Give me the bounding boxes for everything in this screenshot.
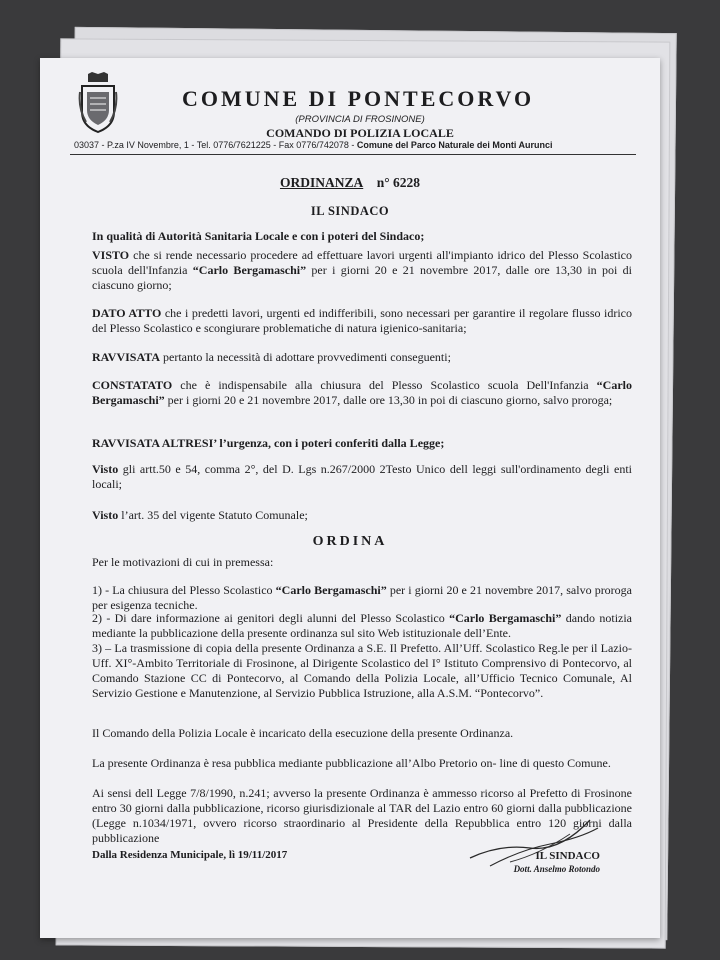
- ordina-item-2: [92, 611, 632, 641]
- ravvisata-keyword: RAVVISATA: [92, 350, 161, 364]
- item-text: dando notizia mediante la pubblicazione della presente ordinanza sul sito Web istituzionale dell’Ente.: [92, 611, 633, 640]
- ordina-heading: ORDINA: [312, 534, 388, 549]
- visto-keyword: Visto: [92, 508, 119, 522]
- visto-text: l’art. 35 del vigente Statuto Comunale;: [118, 508, 308, 522]
- ordinance-label: ORDINANZA: [279, 175, 364, 190]
- constatato-text: per i giorni 20 e 21 novembre 2017, dalle ore 13,30 in poi di ciascuno giorno, salvo proroga;: [164, 393, 613, 407]
- ravvisata-text: pertanto la necessità di adottare provvedimenti conseguenti;: [160, 350, 451, 364]
- park-text: Comune del Parco Naturale dei Monti Aurunci: [356, 140, 553, 150]
- school-name: “Carlo Bergamaschi”: [449, 611, 562, 625]
- constatato-text: che è indispensabile alla chiusura del Plesso Scolastico scuola Dell'Infanzia: [172, 378, 597, 392]
- ravvisata-paragraph: [92, 350, 632, 365]
- visto-statute-paragraph: [92, 508, 632, 523]
- visto-keyword: Visto: [92, 462, 119, 476]
- header-divider: [70, 154, 636, 155]
- constatato-paragraph: [92, 378, 632, 408]
- place-date: Dalla Residenza Municipale, lì 19/11/2017: [92, 849, 288, 861]
- constatato-keyword: CONSTATATO: [92, 378, 173, 392]
- visto-text: per i giorni 20 e 21 novembre 2017, dalle ore 13,30 in poi di ciascuno giorno;: [92, 263, 632, 292]
- ordinance-title: [200, 175, 500, 191]
- item-text: 2) - Di dare informazione ai genitori degli alunni del Plesso Scolastico: [92, 611, 450, 625]
- item-text: per i giorni 20 e 21 novembre 2017, salvo proroga per esigenza tecniche.: [92, 583, 633, 612]
- item-text: 1) - La chiusura del Plesso Scolastico: [92, 583, 276, 597]
- signer-name: Dott. Anselmo Rotondo: [513, 864, 600, 874]
- document-page: [40, 58, 660, 938]
- school-name: “Carlo Bergamaschi”: [92, 378, 632, 407]
- ordinance-number: n° 6228: [376, 175, 421, 190]
- municipality-title: COMUNE DI PONTECORVO: [181, 86, 535, 111]
- visto-paragraph: [92, 248, 632, 293]
- province-line: (PROVINCIA DI FROSINONE): [295, 114, 425, 125]
- execution-paragraph: Il Comando della Polizia Locale è incaricato della esecuzione della presente Ordinanza.: [92, 726, 514, 740]
- ordina-item-3: 3) – La trasmissione di copia della presente Ordinanza a S.E. Il Prefetto. All’Uff. Scolastico Reg.le per il Lazio-Uff. XI°-Ambito Territoriale di Frosinone, al Dirigente Scolastico del I° Istituto Comprensivo di Pontecorvo, al Comando Stazione CC di Pontecorvo, al Comando della Polizia Locale, all’Ufficio Tecnico Comunale, Al Servizio Gestione e Manutenzione, al Servizio Pubblica Istruzione, alla A.S.M. “Pontecorvo”.: [92, 641, 632, 700]
- ordina-intro: Per le motivazioni di cui in premessa:: [92, 555, 274, 569]
- command-line: COMANDO DI POLIZIA LOCALE: [266, 126, 454, 140]
- coat-of-arms-icon: [78, 72, 118, 134]
- signer-title: IL SINDACO: [535, 850, 600, 862]
- visto-keyword: VISTO: [92, 248, 130, 262]
- school-name: “Carlo Bergamaschi”: [192, 263, 307, 277]
- school-name: “Carlo Bergamaschi”: [275, 583, 387, 597]
- ordina-item-1: [92, 583, 632, 613]
- publication-paragraph: La presente Ordinanza è resa pubblica mediante pubblicazione all’Albo Pretorio on- line di questo Comune.: [92, 756, 611, 770]
- dato-atto-keyword: DATO ATTO: [92, 306, 162, 320]
- visto-text: gli artt.50 e 54, comma 2°, del D. Lgs n.267/2000 2Testo Unico dell leggi sull'ordinamento degli enti locali;: [92, 462, 632, 491]
- dato-atto-paragraph: [92, 306, 632, 336]
- issuer-heading: IL SINDACO: [310, 204, 390, 218]
- dato-atto-text: che i predetti lavori, urgenti ed indifferibili, sono necessari per garantire il regolare flusso idrico del Plesso Scolastico e scongiurare problematiche di natura igienico-sanitaria;: [92, 306, 632, 335]
- appeal-paragraph: Ai sensi dell Legge 7/8/1990, n.241; avverso la presente Ordinanza è ammesso ricorso al Prefetto di Frosinone entro 30 giorni dalla pubblicazione, ricorso giurisdizionale al TAR del Lazio entro 60 giorni dalla pubblicazione (Legge n.1034/1971, ovvero ricorso straordinario al Presidente della Repubblica entro 120 giorni dalla pubblicazione: [92, 786, 632, 845]
- address-line: [74, 140, 636, 150]
- ravvisata-altresi-paragraph: RAVVISATA ALTRESI’ l’urgenza, con i poteri conferiti dalla Legge;: [92, 436, 445, 450]
- signature-block: [420, 850, 600, 874]
- preamble: In qualità di Autorità Sanitaria Locale e con i poteri del Sindaco;: [92, 229, 425, 243]
- visto-text: che si rende necessario procedere ad effettuare lavori urgenti all'impianto idrico del Plesso Scolastico scuola dell'Infanzia: [92, 248, 632, 277]
- address-text: 03037 - P.za IV Novembre, 1 - Tel. 0776/7621225 - Fax 0776/742078 -: [74, 140, 357, 150]
- visto-law-paragraph: [92, 462, 632, 492]
